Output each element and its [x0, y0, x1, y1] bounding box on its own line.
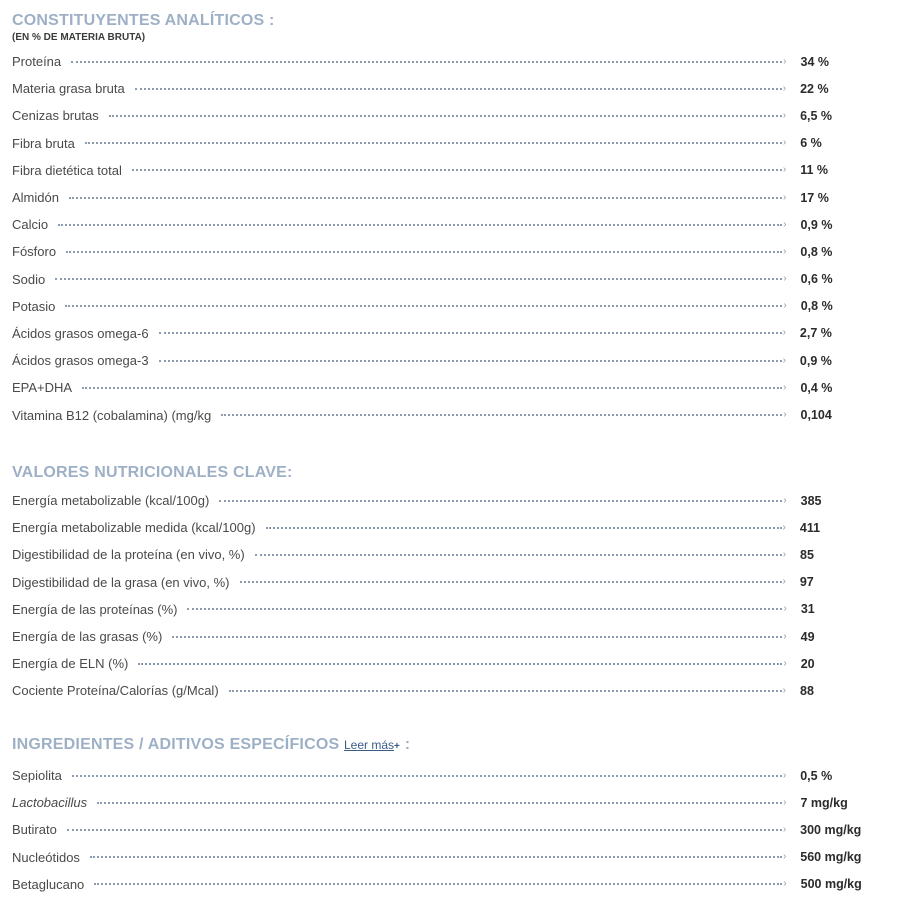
dotted-leader — [67, 829, 782, 831]
nutrient-label: Fibra dietética total — [12, 162, 122, 178]
nutrient-label: Digestibilidad de la grasa (en vivo, %) — [12, 574, 230, 590]
nutrient-row — [12, 401, 892, 428]
nutrient-value: 300 mg/kg — [800, 822, 862, 837]
nutrient-value: 49 — [800, 629, 815, 644]
nutrient-label: Materia grasa bruta — [12, 81, 125, 97]
dotted-leader — [85, 142, 782, 144]
nutrient-row — [12, 347, 892, 374]
dotted-leader — [65, 305, 782, 307]
dotted-leader — [90, 856, 782, 858]
nutrient-label: Sodio — [12, 271, 46, 287]
nutrient-row — [12, 487, 892, 514]
dotted-leader — [159, 332, 782, 334]
nutrient-label: Energía de las grasas (%) — [12, 629, 163, 645]
dotted-leader — [71, 61, 782, 63]
ingredientes-heading — [12, 736, 892, 756]
nutrient-label: Sepiolita — [12, 768, 62, 784]
nutrient-label: Energía de ELN (%) — [12, 656, 129, 672]
chevron-right-icon: › — [783, 381, 787, 393]
chevron-right-icon: › — [783, 55, 787, 67]
nutrient-label: Energía de las proteínas (%) — [12, 601, 178, 617]
chevron-right-icon: › — [782, 191, 787, 203]
nutrient-label: Potasio — [12, 298, 56, 314]
nutrient-row — [12, 541, 892, 568]
nutrient-row — [12, 569, 892, 596]
nutrient-label: Fibra bruta — [12, 135, 75, 151]
chevron-right-icon: › — [783, 494, 787, 506]
nutrient-value: 31 — [800, 602, 815, 617]
chevron-right-icon: › — [782, 109, 787, 121]
dotted-leader — [82, 387, 782, 389]
ingredientes-list — [12, 762, 892, 898]
nutrient-value: 0,6 % — [800, 272, 833, 287]
chevron-right-icon: › — [782, 684, 786, 696]
ingredientes-colon: : — [404, 736, 411, 753]
nutrient-row — [12, 374, 892, 401]
dotted-leader — [266, 527, 782, 529]
nutrient-label: Cenizas brutas — [12, 108, 99, 124]
ingredientes-title: INGREDIENTES / ADITIVOS ESPECÍFICOS — [12, 736, 340, 753]
chevron-right-icon: › — [782, 164, 787, 176]
chevron-right-icon: › — [783, 603, 787, 615]
nutrient-row — [12, 266, 892, 293]
chevron-right-icon: › — [783, 630, 787, 642]
dotted-leader — [240, 581, 782, 583]
nutrient-value: 560 mg/kg — [800, 850, 862, 865]
dotted-leader — [109, 115, 782, 117]
nutrient-label: EPA+DHA — [12, 380, 73, 396]
dotted-leader — [172, 636, 782, 638]
dotted-leader — [255, 554, 782, 556]
nutrient-row — [12, 844, 892, 871]
chevron-right-icon: › — [782, 354, 786, 366]
nutrient-label: Almidón — [12, 190, 59, 206]
plus-icon[interactable]: + — [394, 741, 401, 752]
chevron-right-icon: › — [782, 327, 786, 339]
chevron-right-icon: › — [782, 521, 786, 533]
nutrient-value: 34 % — [800, 54, 829, 69]
dotted-leader — [219, 500, 782, 502]
chevron-right-icon: › — [783, 796, 787, 808]
nutrient-label: Calcio — [12, 217, 49, 233]
nutrient-value: 6 % — [800, 136, 822, 151]
nutrient-value: 22 % — [800, 81, 829, 96]
dotted-leader — [135, 88, 782, 90]
constituyentes-subtitle: (EN % DE MATERIA BRUTA) — [12, 32, 146, 43]
nutrient-value: 85 — [800, 547, 814, 562]
chevron-right-icon: › — [782, 769, 787, 781]
chevron-right-icon: › — [783, 878, 787, 890]
dotted-leader — [58, 224, 782, 226]
nutrient-row — [12, 762, 892, 789]
nutrient-value: 0,8 % — [800, 299, 833, 314]
chevron-right-icon: › — [783, 300, 787, 312]
nutrient-row — [12, 75, 892, 102]
dotted-leader — [97, 802, 782, 804]
nutrient-value: 411 — [799, 520, 821, 535]
nutrient-label: Lactobacillus — [12, 795, 88, 811]
chevron-right-icon: › — [782, 576, 786, 588]
leer-mas-link[interactable]: Leer más — [344, 738, 395, 752]
nutrient-label: Digestibilidad de la proteína (en vivo, %) — [12, 547, 245, 563]
nutrient-label: Proteína — [12, 54, 62, 70]
nutrient-row — [12, 48, 892, 75]
dotted-leader — [221, 414, 782, 416]
nutrient-label: Ácidos grasos omega-3 — [12, 353, 149, 369]
chevron-right-icon: › — [782, 548, 787, 560]
nutrient-row — [12, 623, 892, 650]
dotted-leader — [66, 251, 782, 253]
nutrient-value: 2,7 % — [799, 326, 832, 341]
nutrient-label: Betaglucano — [12, 876, 85, 892]
nutrient-value: 6,5 % — [800, 108, 833, 123]
chevron-right-icon: › — [782, 137, 787, 149]
chevron-right-icon: › — [783, 273, 787, 285]
nutrient-row — [12, 789, 892, 816]
dotted-leader — [229, 690, 782, 692]
valores-title: VALORES NUTRICIONALES CLAVE: — [12, 464, 293, 481]
chevron-right-icon: › — [783, 657, 787, 669]
dotted-leader — [69, 197, 782, 199]
nutrient-value: 0,9 % — [799, 353, 832, 368]
chevron-right-icon: › — [782, 851, 787, 863]
nutrient-row — [12, 514, 892, 541]
chevron-right-icon: › — [783, 409, 787, 421]
dotted-leader — [187, 608, 782, 610]
nutrient-row — [12, 184, 892, 211]
chevron-right-icon: › — [782, 823, 787, 835]
nutrient-value: 11 % — [800, 163, 828, 178]
nutrient-value: 7 mg/kg — [800, 795, 848, 810]
dotted-leader — [55, 278, 782, 280]
constituyentes-title: CONSTITUYENTES ANALÍTICOS : — [12, 12, 275, 29]
dotted-leader — [159, 360, 782, 362]
ingredientes-section — [12, 736, 892, 898]
valores-list — [12, 487, 892, 705]
nutrient-row — [12, 871, 892, 898]
nutrient-value: 0,8 % — [800, 244, 833, 259]
valores-section — [12, 464, 892, 705]
constituyentes-list — [12, 48, 892, 429]
nutrient-row — [12, 596, 892, 623]
nutrient-value: 17 % — [800, 190, 829, 205]
dotted-leader — [94, 883, 782, 885]
dotted-leader — [72, 775, 782, 777]
nutrient-value: 88 — [800, 683, 814, 698]
dotted-leader — [132, 169, 782, 171]
nutrient-row — [12, 650, 892, 677]
nutrient-value: 385 — [800, 493, 822, 508]
nutrient-row — [12, 293, 892, 320]
nutrient-label: Cociente Proteína/Calorías (g/Mcal) — [12, 683, 219, 699]
nutrient-label: Vitamina B12 (cobalamina) (mg/kg — [12, 407, 212, 423]
nutrient-label: Energía metabolizable (kcal/100g) — [12, 493, 210, 509]
nutrient-label: Nucleótidos — [12, 849, 80, 865]
nutrient-label: Butirato — [12, 822, 57, 838]
nutrient-row — [12, 157, 892, 184]
nutrient-label: Ácidos grasos omega-6 — [12, 325, 149, 341]
nutrient-value: 97 — [799, 575, 814, 590]
nutrient-row — [12, 320, 892, 347]
nutrient-row — [12, 677, 892, 704]
nutrient-label: Energía metabolizable medida (kcal/100g) — [12, 520, 256, 536]
constituyentes-section — [12, 12, 892, 429]
dotted-leader — [138, 663, 782, 665]
nutrient-value: 20 — [800, 656, 815, 671]
nutrient-value: 0,5 % — [800, 768, 833, 783]
chevron-right-icon: › — [783, 245, 787, 257]
nutrient-value: 500 mg/kg — [800, 877, 862, 892]
nutrient-row — [12, 238, 892, 265]
chevron-right-icon: › — [782, 82, 787, 94]
nutrient-value: 0,9 % — [800, 217, 833, 232]
nutrient-label: Fósforo — [12, 244, 57, 260]
nutrient-row — [12, 816, 892, 843]
chevron-right-icon: › — [783, 218, 787, 230]
nutrient-value: 0,4 % — [800, 380, 833, 395]
nutrient-row — [12, 130, 892, 157]
nutrient-row — [12, 211, 892, 238]
nutrient-value: 0,104 — [800, 408, 832, 423]
nutrient-row — [12, 102, 892, 129]
